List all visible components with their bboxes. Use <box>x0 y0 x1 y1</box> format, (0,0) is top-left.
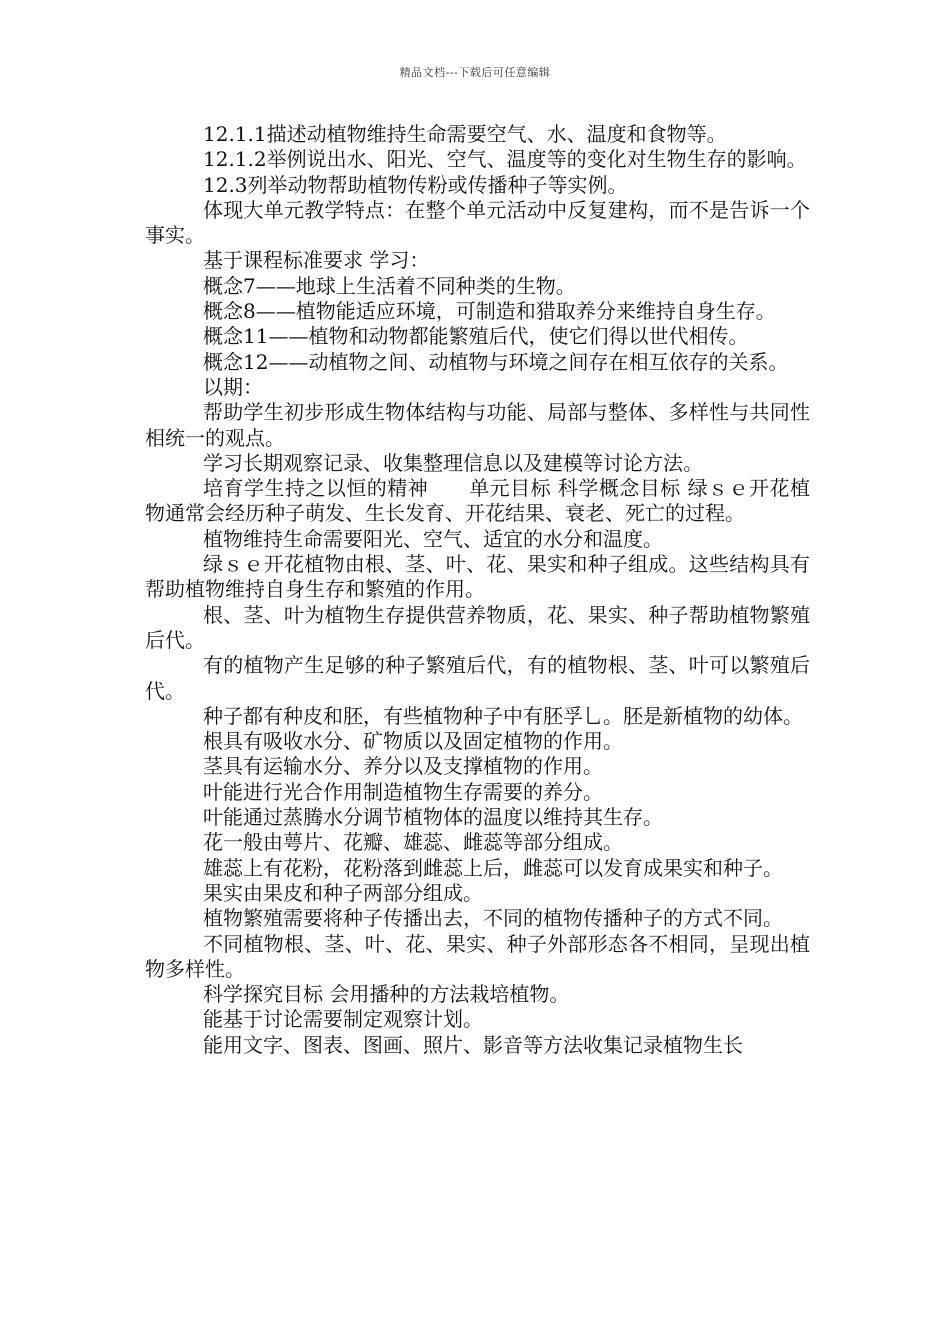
paragraph-flower: 花一般由萼片、花瓣、雄蕊、雌蕊等部分组成。 <box>203 830 623 855</box>
paragraph-concept-7: 概念7——地球上生活着不同种类的生物。 <box>203 273 576 298</box>
paragraph-leaf-transpiration: 叶能通过蒸腾水分调节植物体的温度以维持其生存。 <box>203 805 663 830</box>
paragraph-12-1-1: 12.1.1描述动植物维持生命需要空气、水、温度和食物等。 <box>203 122 727 146</box>
paragraph-unit-feature: 体现大单元教学特点：在整个单元活动中反复建构，而不是告诉一个事实。 <box>145 197 810 248</box>
page-header: 精品文档---下载后可任意编辑 <box>399 66 551 79</box>
paragraph-concept-11: 概念11——植物和动物都能繁殖后代，使它们得以世代相传。 <box>203 324 749 349</box>
paragraph-structure-function: 帮助学生初步形成生物体结构与功能、局部与整体、多样性与共同性相统一的观点。 <box>145 400 810 450</box>
paragraph-concept-12: 概念12——动植物之间、动植物与环境之间存在相互依存的关系。 <box>203 349 789 374</box>
paragraph-recording-methods: 能用文字、图表、图画、照片、影音等方法收集记录植物生长 <box>203 1032 743 1057</box>
paragraph-curriculum-basis: 基于课程标准要求 学习： <box>203 248 430 273</box>
paragraph-stem: 茎具有运输水分、养分以及支撑植物的作用。 <box>203 754 603 779</box>
paragraph-seed-dispersal: 植物繁殖需要将种子传播出去，不同的植物传播种子的方式不同。 <box>203 906 783 931</box>
paragraph-expectation: 以期： <box>203 374 263 399</box>
paragraph-stamen: 雄蕊上有花粉，花粉落到雌蕊上后，雌蕊可以发育成果实和种子。 <box>203 855 783 880</box>
paragraph-plant-organs: 绿ｓｅ开花植物由根、茎、叶、花、果实和种子组成。这些结构具有帮助植物维持自身生存和繁殖的作用。 <box>145 552 810 602</box>
paragraph-observation-plan: 能基于讨论需要制定观察计划。 <box>203 1007 483 1032</box>
paragraph-reproduction: 有的植物产生足够的种子繁殖后代，有的植物根、茎、叶可以繁殖后代。 <box>145 653 810 703</box>
paragraph-12-1-2: 12.1.2举例说出水、阳光、空气、温度等的变化对生物生存的影响。 <box>203 147 807 172</box>
paragraph-root: 根具有吸收水分、矿物质以及固定植物的作用。 <box>203 729 623 754</box>
paragraph-fruit: 果实由果皮和种子两部分组成。 <box>203 880 483 905</box>
paragraph-seed: 种子都有种皮和胚，有些植物种子中有胚孚乚。胚是新植物的幼体。 <box>203 703 803 728</box>
paragraph-concept-8: 概念8——植物能适应环境，可制造和猎取养分来维持自身生存。 <box>203 299 776 324</box>
paragraph-plant-needs: 植物维持生命需要阳光、空气、适宜的水分和温度。 <box>203 526 663 551</box>
paragraph-12-3: 12.3列举动物帮助植物传粉或传播种子等实例。 <box>203 172 628 197</box>
paragraph-observation-method: 学习长期观察记录、收集整理信息以及建模等讨论方法。 <box>203 450 703 475</box>
paragraph-diversity: 不同植物根、茎、叶、花、果实、种子外部形态各不相同，呈现出植物多样性。 <box>145 931 810 981</box>
paragraph-organ-roles: 根、茎、叶为植物生存提供营养物质，花、果实、种子帮助植物繁殖后代。 <box>145 602 810 652</box>
paragraph-inquiry-goal: 科学探究目标 会用播种的方法栽培植物。 <box>203 982 570 1007</box>
document-body <box>145 122 810 1058</box>
paragraph-unit-goals: 培育学生持之以恒的精神 单元目标 科学概念目标 绿ｓｅ开花植物通常会经历种子萌发、生长发育、开花结果、衰老、死亡的过程。 <box>145 476 810 526</box>
paragraph-leaf-photosynthesis: 叶能进行光合作用制造植物生存需要的养分。 <box>203 779 603 804</box>
